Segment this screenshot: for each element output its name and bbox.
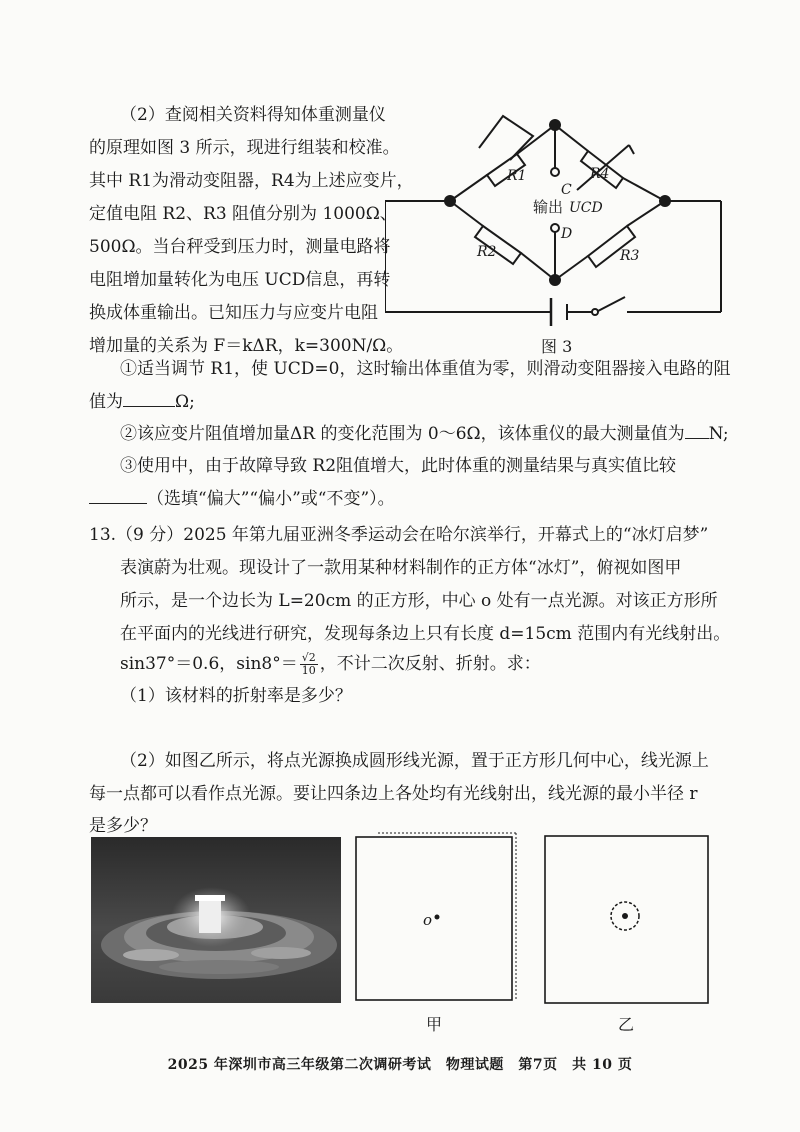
q1-line-b bbox=[89, 390, 195, 413]
q3-line-b bbox=[89, 487, 395, 510]
p13-sub2-b: 每一点都可以看作点光源。要让四条边上各处均有光线射出，线光源的最小半径 r bbox=[89, 784, 698, 804]
label-d: D bbox=[561, 226, 573, 242]
p13-sub2-a: （2）如图乙所示，将点光源换成圆形线光源，置于正方形几何中心，线光源上 bbox=[120, 751, 709, 771]
label-r2: R2 bbox=[477, 244, 497, 260]
no-second-reflection: ，不计二次反射、折射。求： bbox=[319, 654, 541, 674]
p13-line1: 13.（9 分）2025 年第九届亚洲冬季运动会在哈尔滨举行，开幕式上的“冰灯启梦” bbox=[89, 525, 709, 545]
q2-line bbox=[120, 422, 729, 445]
label-r4: R4 bbox=[590, 166, 610, 182]
p13-line2: 表演蔚为壮观。现设计了一款用某种材料制作的正方体“冰灯”，俯视如图甲 bbox=[120, 558, 682, 578]
q1-line-a: ①适当调节 R1，使 UCD=0，这时输出体重值为零，则滑动变阻器接入电路的阻 bbox=[120, 359, 731, 379]
fraction-denominator: 10 bbox=[301, 664, 316, 677]
figure-jia-label: 甲 bbox=[426, 1015, 443, 1034]
p13-line4: 在平面内的光线进行研究，发现每条边上只有长度 d=15cm 范围内有光线射出。 bbox=[120, 624, 731, 644]
part2-line6: 电阻增加量转化为电压 UCD信息，再转 bbox=[89, 270, 391, 290]
part2-line7: 换成体重输出。已知压力与应变片电阻 bbox=[89, 303, 378, 323]
figure-yi bbox=[543, 835, 711, 1005]
q1-suffix: Ω; bbox=[175, 392, 195, 412]
point-o-label: o bbox=[423, 911, 433, 929]
p13-line3: 所示，是一个边长为 L=20cm 的正方形，中心 o 处有一点光源。对该正方形所 bbox=[120, 591, 718, 611]
part2-line3: 其中 R1为滑动变阻器，R4为上述应变片， bbox=[89, 171, 414, 191]
part2-line1: （2）查阅相关资料得知体重测量仪 bbox=[120, 105, 386, 125]
p13-sub1: （1）该材料的折射率是多少？ bbox=[120, 686, 352, 706]
part2-line5: 500Ω。当台秤受到压力时，测量电路将 bbox=[89, 237, 391, 257]
part2-line8: 增加量的关系为 F＝kΔR，k=300N/Ω。 bbox=[89, 336, 404, 356]
q1-answer-blank[interactable] bbox=[123, 390, 175, 407]
fraction-numerator: √2 bbox=[301, 651, 316, 664]
q2-suffix: N; bbox=[708, 424, 729, 444]
figure-yi-label: 乙 bbox=[618, 1015, 635, 1034]
q2-text: ②该应变片阻值增加量ΔR 的变化范围为 0～6Ω，该体重仪的最大测量值为 bbox=[120, 424, 685, 444]
part2-line2: 的原理如图 3 所示，现进行组装和校准。 bbox=[89, 138, 400, 158]
q3-line-a: ③使用中，由于故障导致 R2阻值增大，此时体重的测量结果与真实值比较 bbox=[120, 456, 677, 476]
part2-line4: 定值电阻 R2、R3 阻值分别为 1000Ω、 bbox=[89, 204, 397, 224]
p13-sub2-c: 是多少？ bbox=[89, 816, 157, 836]
q1-prefix: 值为 bbox=[89, 392, 123, 412]
q3-answer-blank[interactable] bbox=[89, 487, 147, 504]
label-r3: R3 bbox=[620, 248, 640, 264]
page-footer: 2025 年深圳市高三年级第二次调研考试 物理试题 第7页 共 10 页 bbox=[167, 1057, 633, 1073]
circuit-diagram bbox=[385, 98, 725, 358]
q3-suffix: （选填“偏大”“偏小”或“不变”）。 bbox=[147, 489, 395, 509]
sin-values: sin37°＝0.6，sin8°＝ bbox=[120, 654, 298, 674]
label-output: 输出 bbox=[533, 198, 564, 216]
figure3-caption: 图 3 bbox=[541, 337, 573, 356]
figure-jia bbox=[350, 830, 520, 1005]
fraction-sqrt2-10 bbox=[300, 652, 318, 677]
label-ucd: UCD bbox=[569, 200, 603, 216]
label-c: C bbox=[561, 182, 572, 198]
ice-lantern-photo bbox=[91, 837, 341, 1003]
label-r1: R1 bbox=[507, 168, 527, 184]
q2-answer-blank[interactable] bbox=[685, 422, 709, 439]
p13-line5 bbox=[120, 652, 541, 677]
